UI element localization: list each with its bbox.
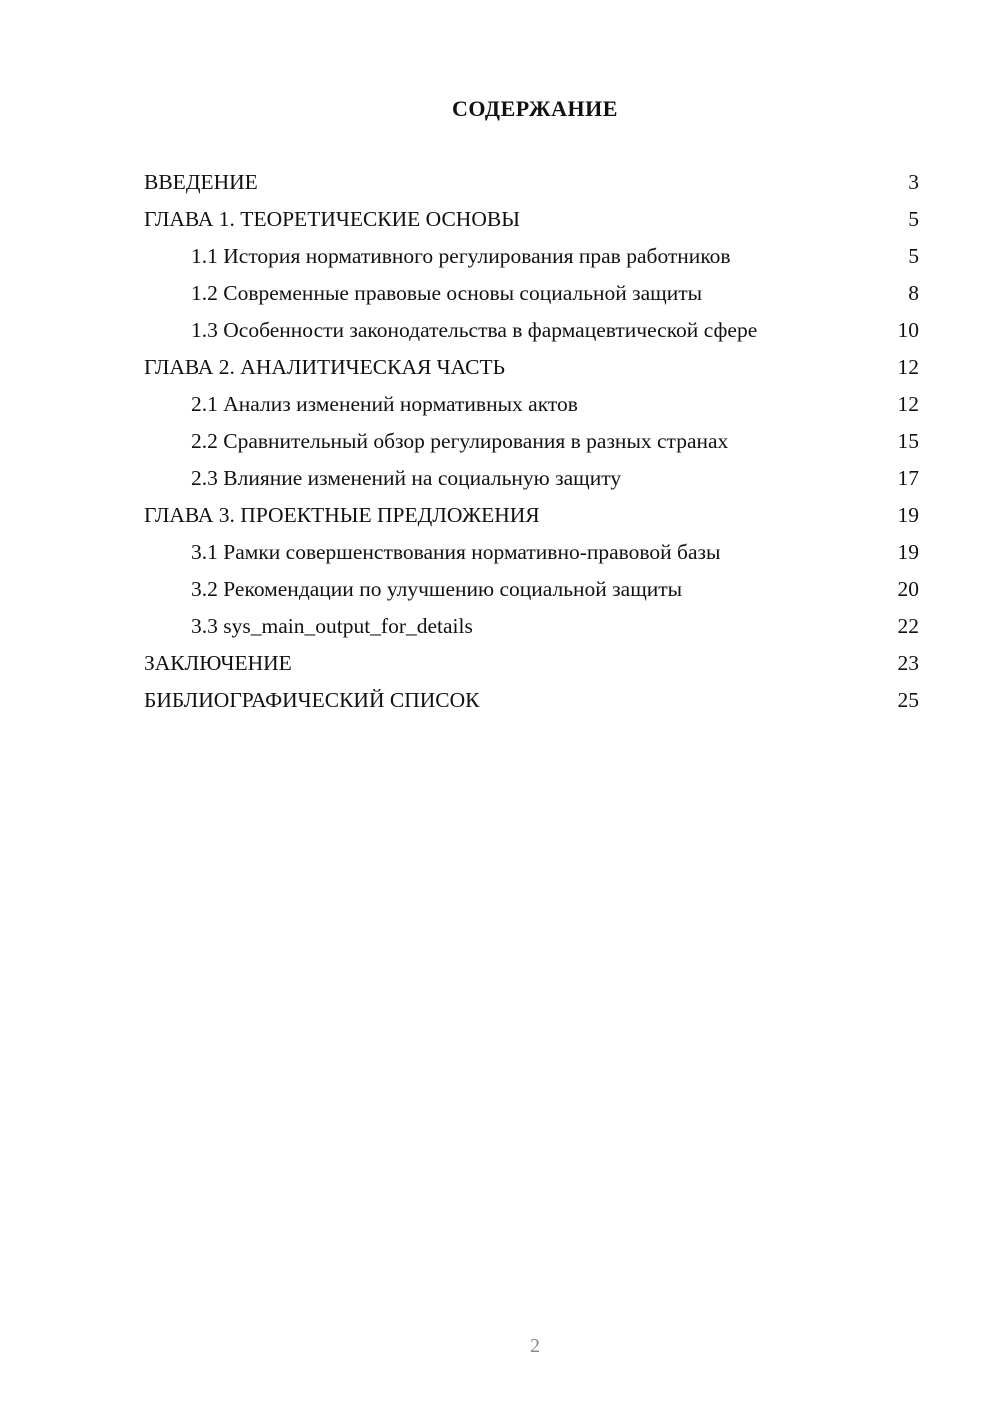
toc-entry-label: ЗАКЛЮЧЕНИЕ <box>144 651 292 675</box>
toc-entry-introduction[interactable] <box>144 168 919 196</box>
toc-entry-page: 5 <box>908 207 919 231</box>
toc-entry-chapter-2[interactable] <box>144 353 919 381</box>
toc-entry-page: 3 <box>908 170 919 194</box>
toc-entry-page: 23 <box>897 651 919 675</box>
toc-entry-label: 2.3 Влияние изменений на социальную защиту <box>191 466 622 490</box>
page-number: 2 <box>530 1335 540 1357</box>
toc-entry-label: БИБЛИОГРАФИЧЕСКИЙ СПИСОК <box>144 688 480 712</box>
toc-entry-page: 19 <box>897 540 919 564</box>
toc-entry-page: 17 <box>897 466 919 490</box>
toc-entry-page: 5 <box>908 244 919 268</box>
toc-entry-label: 3.2 Рекомендации по улучшению социальной защиты <box>191 577 683 601</box>
toc-entry-section-3-2[interactable] <box>144 575 919 603</box>
toc-entry-label: ГЛАВА 1. ТЕОРЕТИЧЕСКИЕ ОСНОВЫ <box>144 207 520 231</box>
page-title: СОДЕРЖАНИЕ <box>452 96 618 121</box>
toc-entry-label: 3.3 sys_main_output_for_details <box>191 614 473 638</box>
toc-entry-page: 25 <box>897 688 919 712</box>
toc-entry-page: 19 <box>897 503 919 527</box>
toc-entry-page: 10 <box>897 318 919 342</box>
toc-entry-section-3-3[interactable] <box>144 612 919 640</box>
toc-entry-chapter-1[interactable] <box>144 205 919 233</box>
toc-entry-label: 2.2 Сравнительный обзор регулирования в разных странах <box>191 429 729 453</box>
toc-entry-label: ГЛАВА 2. АНАЛИТИЧЕСКАЯ ЧАСТЬ <box>144 355 505 379</box>
toc-entry-label: ВВЕДЕНИЕ <box>144 170 258 194</box>
toc-entry-section-1-3[interactable] <box>144 316 919 344</box>
toc-entry-label: 1.3 Особенности законодательства в фармацевтической сфере <box>191 318 758 342</box>
toc-entry-page: 15 <box>897 429 919 453</box>
toc-entry-section-1-1[interactable] <box>144 242 919 270</box>
toc-entry-label: ГЛАВА 3. ПРОЕКТНЫЕ ПРЕДЛОЖЕНИЯ <box>144 503 540 527</box>
toc-entry-page: 22 <box>897 614 919 638</box>
toc-entry-page: 12 <box>897 392 919 416</box>
toc-entry-section-2-1[interactable] <box>144 390 919 418</box>
toc-entry-page: 20 <box>897 577 919 601</box>
toc-entry-section-2-3[interactable] <box>144 464 919 492</box>
toc-entry-chapter-3[interactable] <box>144 501 919 529</box>
table-of-contents <box>144 168 919 723</box>
toc-entry-page: 8 <box>908 281 919 305</box>
toc-entry-label: 1.2 Современные правовые основы социальной защиты <box>191 281 703 305</box>
toc-entry-bibliography[interactable] <box>144 686 919 714</box>
toc-entry-label: 1.1 История нормативного регулирования прав работников <box>191 244 731 268</box>
toc-entry-label: 2.1 Анализ изменений нормативных актов <box>191 392 578 416</box>
toc-entry-section-2-2[interactable] <box>144 427 919 455</box>
toc-entry-section-3-1[interactable] <box>144 538 919 566</box>
toc-entry-label: 3.1 Рамки совершенствования нормативно-правовой базы <box>191 540 721 564</box>
toc-entry-conclusion[interactable] <box>144 649 919 677</box>
toc-entry-page: 12 <box>897 355 919 379</box>
toc-entry-section-1-2[interactable] <box>144 279 919 307</box>
